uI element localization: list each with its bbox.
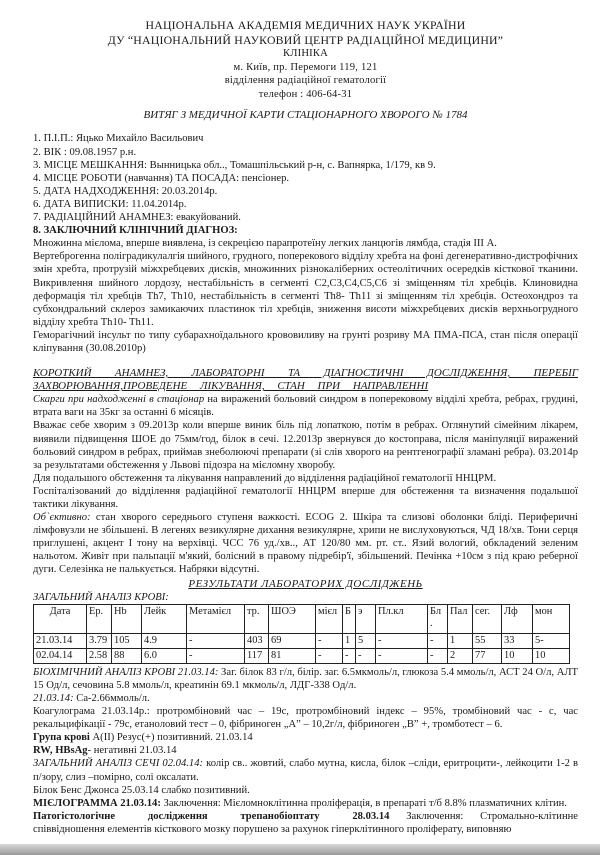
column-header: мон	[533, 604, 570, 633]
table-row	[34, 633, 570, 648]
field-value: Вынницька обл.., Томашпільський р-н, с. Вапнярка, 1/179, кв 9.	[149, 159, 436, 171]
ca-text: Са-2.66ммоль/л.	[73, 692, 150, 704]
table-row	[34, 648, 570, 663]
anamnesis-section	[33, 367, 578, 577]
org-line-1: НАЦІОНАЛЬНА АКАДЕМІЯ МЕДИЧНИХ НАУК УКРАЇНИ	[145, 18, 466, 32]
complaints-label: Скарги при надходженні в стаціонар	[33, 394, 205, 406]
table-cell: 55	[473, 633, 502, 648]
objective-text: стан хворого середнього ступеня важкості. ECOG 2. Шкіра та слизові оболонки бліді. Периферичні лімфовузли не збільшені. В легенях везикулярне дихання везикулярне, хрипи не вислуховуються, ЧД 18/хв. Тони серця приглушені, акцент I тону на верхівці. ЧСС 76 уд./хв.., АТ 120/80 мм. рт. ст.. Язий вологий, обкладений зеленим нальотом. Живіт при пальпації м'який, болісний в правому підребір'ї, збільшений. Печінка +10см з під краю реберної дуги. Селезінка не палькується. Набряки відсутні.	[33, 512, 578, 576]
bence-jones-text: Білок Бенс Джонса 25.03.14 слабко позитивний.	[33, 784, 250, 796]
myelogram-label: МІЄЛОГРАММА 21.03.14:	[33, 797, 161, 809]
referral-text: Для подальшого обстеження та лікування направлений до відділення радіаційної гематології ННЦРМ.	[33, 472, 497, 484]
table-cell: 105	[112, 633, 142, 648]
column-header: э	[356, 604, 376, 633]
table-cell: 21.03.14	[34, 633, 87, 648]
complaints-text: на виражений больовий синдром в поперековому відділі хребта, ребрах, грудині, втрата ваги на 35кг за останні 6 місяців.	[33, 394, 578, 419]
column-header: Пл.кл	[376, 604, 428, 633]
blood-group-label: Група крові	[33, 732, 90, 744]
field-label: 5. ДАТА НАДХОДЖЕННЯ:	[33, 185, 160, 197]
histology-label: Патогістологічне дослідження трепанобіоптату 28.03.14	[33, 810, 390, 822]
patient-field	[33, 172, 578, 185]
field-label: 6. ДАТА ВИПИСКИ:	[33, 198, 129, 210]
table-cell: -	[356, 648, 376, 663]
field-label: 1. П.І.П.:	[33, 133, 74, 145]
field-label: 2. ВІК :	[33, 146, 67, 158]
patient-field	[33, 224, 578, 237]
cbc-table	[33, 604, 570, 664]
column-header: Дата	[34, 604, 87, 633]
objective-label: Об`єктивно:	[33, 512, 91, 524]
column-header: сег.	[473, 604, 502, 633]
table-cell: 88	[112, 648, 142, 663]
letterhead	[33, 18, 578, 101]
table-cell: 10	[502, 648, 533, 663]
field-value: 09.08.1957 р.н.	[69, 146, 137, 158]
table-cell: -	[316, 648, 343, 663]
table-cell: 6.0	[142, 648, 187, 663]
field-label: 7. РАДІАЦІЙНИЙ АНАМНЕЗ:	[33, 212, 174, 224]
table-cell: -	[428, 633, 448, 648]
table-cell: 3.79	[87, 633, 112, 648]
rw-text: - негативні 21.03.14	[87, 745, 177, 757]
column-header: мієл	[316, 604, 343, 633]
table-cell: 5	[356, 633, 376, 648]
org-address: м. Київ, пр. Перемоги 119, 121	[233, 61, 378, 73]
lab-section	[33, 578, 578, 836]
cbc-label: ЗАГАЛЬНИЙ АНАЛІЗ КРОВІ:	[33, 591, 169, 603]
scan-edge	[0, 844, 600, 855]
table-cell: -	[316, 633, 343, 648]
table-cell: 403	[245, 633, 269, 648]
diagnosis-line: Вертеброгенна поліградикулалгія шийного, грудного, поперекового відділу хребта на фоні дегенеративно-дистрофічних змін хребта, протрузій міжхребцевих дисків, множинних різнокаліберних остеолітичних осередків кісткової тканини. Викривлення шийного лордозу, нестабільність в сегменті C2,C3,C4,C5,C6 зі зміщенням тіл хребців. Клиновидна деформація тіл хребців Th7, Th10, нестабільність в сегменті Th8- Th11 зі зміщенням тіл хребців. Остеохондроз та субхондральний склероз замикаючих пластинок тіл хребців, зниження висоти міжхребцевих дисків верхньогрудного відділу хребта Th10- Th11.	[33, 251, 578, 328]
field-value: пенсіонер.	[241, 172, 290, 184]
biochem-label: БІОХІМІЧНИЙ АНАЛІЗ КРОВІ 21.03.14:	[33, 666, 219, 678]
column-header: Ер.	[87, 604, 112, 633]
patient-field	[33, 185, 578, 198]
field-label: 4. МІСЦЕ РОБОТИ (навчання) ТА ПОСАДА:	[33, 172, 240, 184]
lab-heading: РЕЗУЛЬТАТИ ЛАБОРАТОРИХ ДОСЛІДЖЕНЬ	[188, 577, 423, 590]
field-label: 3. МІСЦЕ МЕШКАННЯ:	[33, 159, 147, 171]
field-value: 20.03.2014р.	[161, 185, 218, 197]
column-header: Метамієл	[187, 604, 245, 633]
patient-field	[33, 146, 578, 159]
table-cell: -	[187, 648, 245, 663]
column-header: Лф	[502, 604, 533, 633]
section-heading: КОРОТКИЙ АНАМНЕЗ, ЛАБОРАТОРНІ ТА ДІАГНОСТИЧНІ ДОСЛІДЖЕННЯ, ПЕРЕБІГ ЗАХВОРЮВАННЯ,ПРОВЕДЕНЕ ЛІКУВАННЯ, СТАН ПРИ НАПРАВЛЕННІ	[33, 367, 578, 393]
patient-field	[33, 159, 578, 172]
histology-text: Заключення: Стромально-клітинне співвідношення елементів кісткового мозку порушено за рахунок гіперклітинного проліферату, виповняю	[33, 810, 578, 835]
table-cell: 33	[502, 633, 533, 648]
urine-label: ЗАГАЛЬНИЙ АНАЛІЗ СЕЧІ 02.04.14:	[33, 758, 204, 770]
table-cell: 117	[245, 648, 269, 663]
table-cell: 69	[269, 633, 316, 648]
patient-fields	[33, 132, 578, 237]
myelogram-text: Заключення: Мієломноклітинна проліферація, в препараті т/б 8.8% плазматичних клітин.	[160, 797, 567, 809]
table-header-row	[34, 604, 570, 633]
diagnosis	[33, 237, 578, 355]
table-cell: -	[187, 633, 245, 648]
column-header: Лейк	[142, 604, 187, 633]
table-cell: -	[376, 648, 428, 663]
patient-field	[33, 211, 578, 224]
table-cell: 4.9	[142, 633, 187, 648]
org-line-2: ДУ “НАЦІОНАЛЬНИЙ НАУКОВИЙ ЦЕНТР РАДІАЦІЙНОЇ МЕДИЦИНИ”	[107, 32, 504, 47]
table-cell: 10	[533, 648, 570, 663]
column-header: Hb	[112, 604, 142, 633]
biochem-text: Заг. білок 83 г/л, білір. заг. 6.5мкмоль/л, глюкоза 5.4 ммоль/л, АСТ 24 О/л, АЛТ 15 Од/л, сечовина 5.8 ммоль/л, креатинін 69.1 мкмоль/л, ЛДГ-338 Од/л.	[33, 666, 579, 691]
org-phone: телефон : 406-64-31	[258, 88, 353, 100]
table-cell: -	[376, 633, 428, 648]
field-value: Яцько Михайло Васильович	[75, 133, 204, 145]
diagnosis-line: Геморагічний інсульт по типу субарахноїдального крововиливу на грунті розриву МА ПМА-ПСА, стан після операції кліпування (30.08.2010р)	[33, 329, 578, 354]
table-cell: -	[343, 648, 356, 663]
table-cell: 5-	[533, 633, 570, 648]
table-cell: 77	[473, 648, 502, 663]
table-cell: 1	[343, 633, 356, 648]
org-line-3: КЛІНІКА	[282, 48, 329, 59]
patient-field	[33, 198, 578, 211]
field-value: 11.04.2014р.	[131, 198, 187, 210]
table-cell: 81	[269, 648, 316, 663]
column-header: ШОЭ	[269, 604, 316, 633]
column-header: тр.	[245, 604, 269, 633]
table-cell: 1	[448, 633, 473, 648]
table-cell: 2.58	[87, 648, 112, 663]
column-header: Б	[343, 604, 356, 633]
document-title: ВИТЯГ З МЕДИЧНОЇ КАРТИ СТАЦІОНАРНОГО ХВОРОГО № 1784	[143, 109, 468, 122]
hospitalized-text: Госпіталізований до відділення радіаційної гематології ННЦРМ вперше для обстеження та визначення подальшої тактики лікування.	[33, 485, 578, 510]
field-value: евакуйований.	[176, 212, 241, 224]
field-label: 8. ЗАКЛЮЧНИЙ КЛІНІЧНИЙ ДІАГНОЗ:	[33, 225, 238, 237]
table-cell: 2	[448, 648, 473, 663]
coagulogram-text: Коагулограма 21.03.14р.: протромбіновий час – 19с, протромбіновий індекс – 95%, тромбіновий час - с, час рекальцифікації - 79с, етаноловий тест – 0, фібриноген „А” – 10,2г/л, фібриноген „В” +, тромботест – 6.	[33, 706, 578, 731]
column-header: Бл .	[428, 604, 448, 633]
urine-text: колір св.. жовтий, слабо мутна, кисла, білок –сліди, еритроцити-, лейкоцити 1-2 в п/зору, слиз –помірно, солі оксалати.	[33, 758, 578, 783]
table-cell: 02.04.14	[34, 648, 87, 663]
diagnosis-line: Множинна мієлома, вперше виявлена, із секрецією парапротеїну легких ланцюгів лямбда, стадія III А.	[33, 238, 497, 250]
history-text: Вважає себе хворим з 09.2013р коли вперше виник біль під лопаткою, потім в ребрах. Оглянутий сімейним лікарем, виявили підвищення ШОЕ до 75мм/год, білок в сечі. 12.2013р звернувся до костоправа, після маніпуляції виражений больовий синдром в ребрах, приймав знеболюючі препарати (зі слів хворого на рентгенографії зламані ребра). 03.2014р за результатами обстеження у Львові підозра на мієломну хворобу.	[33, 420, 578, 471]
org-department: відділення радіаційної гематології	[224, 75, 387, 87]
rw-label: RW, HBsAg	[33, 745, 88, 757]
blood-group-text: А(II) Резус(+) позитивний. 21.03.14	[89, 732, 253, 744]
patient-field	[33, 132, 578, 145]
ca-label: 21.03.14:	[33, 692, 74, 704]
column-header: Пал	[448, 604, 473, 633]
table-cell: -	[428, 648, 448, 663]
